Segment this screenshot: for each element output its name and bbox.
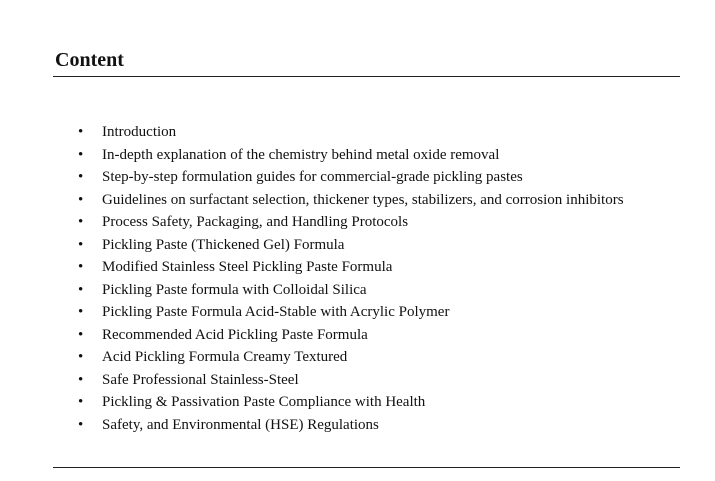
bullet-icon: • <box>78 394 84 410</box>
list-item-text: Step-by-step formulation guides for commercial-grade pickling pastes <box>102 169 523 185</box>
list-item-text: Pickling Paste formula with Colloidal Silica <box>102 281 367 298</box>
bullet-icon: • <box>78 304 84 320</box>
bullet-icon: • <box>78 281 84 298</box>
bullet-icon: • <box>78 236 84 253</box>
list-item-text: Safe Professional Stainless-Steel <box>102 371 299 388</box>
footer-divider <box>53 467 680 468</box>
bullet-icon: • <box>78 416 84 433</box>
list-item-text: Recommended Acid Pickling Paste Formula <box>102 326 368 343</box>
list-item-text: Safety, and Environmental (HSE) Regulations <box>102 416 379 433</box>
list-item-text: In-depth explanation of the chemistry behind metal oxide removal <box>102 146 500 163</box>
list-item-text: Guidelines on surfactant selection, thickener types, stabilizers, and corrosion inhibitors <box>102 191 624 208</box>
bullet-icon: • <box>78 371 84 388</box>
bullet-icon: • <box>78 214 84 230</box>
list-item-text: Pickling & Passivation Paste Compliance with Health <box>102 394 426 410</box>
bullet-icon: • <box>78 326 84 343</box>
bullet-icon: • <box>78 169 84 185</box>
list-item-text: Acid Pickling Formula Creamy Textured <box>102 349 348 365</box>
list-item-text: Modified Stainless Steel Pickling Paste Formula <box>102 259 393 275</box>
list-item-text: Pickling Paste Formula Acid-Stable with Acrylic Polymer <box>102 304 450 320</box>
bullet-icon: • <box>78 191 84 208</box>
bullet-icon: • <box>78 259 84 275</box>
heading-divider <box>53 76 680 77</box>
bullet-icon: • <box>78 146 84 163</box>
bullet-icon: • <box>78 124 84 140</box>
bullet-icon: • <box>78 349 84 365</box>
list-item-text: Pickling Paste (Thickened Gel) Formula <box>102 236 345 253</box>
page-title: Content <box>55 49 124 71</box>
list-item-text: Process Safety, Packaging, and Handling Protocols <box>102 214 409 230</box>
list-item-text: Introduction <box>102 124 177 140</box>
